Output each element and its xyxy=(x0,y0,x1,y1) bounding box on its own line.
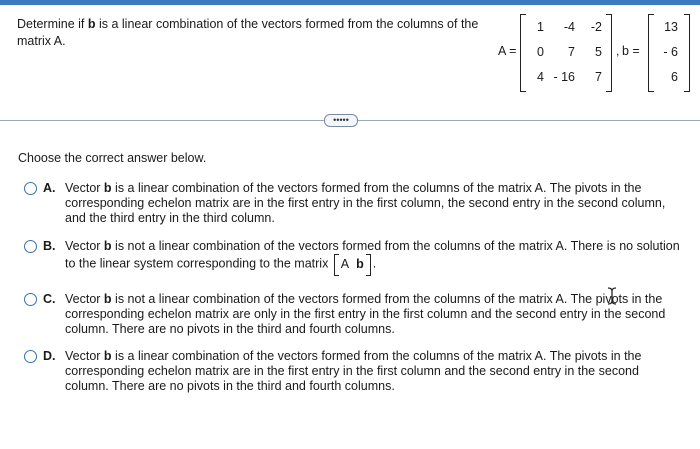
vector-b-right-bracket xyxy=(684,14,690,92)
matrix-a-cell: -4 xyxy=(563,20,575,34)
option-text-post: is not a linear combination of the vectors formed from the columns of the matrix A. There is no solution to the linear system corresponding to the matrix xyxy=(65,239,680,271)
option-text-bold: b xyxy=(103,292,112,306)
option-letter: B. xyxy=(43,239,56,253)
option-letter: A. xyxy=(43,181,56,195)
answer-prompt: Choose the correct answer below. xyxy=(18,151,207,165)
matrix-a-cell: 5 xyxy=(595,45,602,59)
vector-b-cell: 13 xyxy=(664,20,678,34)
augmented-matrix xyxy=(334,254,371,274)
vector-b-cell: 6 xyxy=(671,70,678,84)
matrix-a-cell: 1 xyxy=(537,20,544,34)
answer-option-d[interactable] xyxy=(24,349,688,397)
radio-button-b[interactable] xyxy=(24,240,37,253)
expand-more-button[interactable]: ••••• xyxy=(324,114,358,127)
matrix-a-cell: 7 xyxy=(595,70,602,84)
option-letter: C. xyxy=(43,292,56,306)
matrix-a-right-bracket xyxy=(606,14,612,92)
matrix-a-cell: - 16 xyxy=(553,70,575,84)
question-bold-b: b xyxy=(87,17,96,31)
option-text-end: . xyxy=(372,256,377,271)
option-text xyxy=(65,292,685,337)
question-part2: is a linear combination of the vectors formed from the columns of the matrix A. xyxy=(17,17,479,48)
matrix-a-cell: 0 xyxy=(537,45,544,59)
option-text-bold: b xyxy=(103,239,112,253)
vector-b-label: b = xyxy=(622,44,640,58)
option-text-pre: Vector xyxy=(65,239,104,253)
top-accent-bar xyxy=(0,0,700,5)
option-text-post: is a linear combination of the vectors formed from the columns of the matrix A. The pivots in the corresponding echelon matrix are in the first entry in the first column, the second entry in the second column, and the third entry in the third column. xyxy=(65,181,666,225)
comma: , xyxy=(616,44,620,58)
augmented-matrix-a: A xyxy=(340,257,350,271)
option-text-post: is not a linear combination of the vectors formed from the columns of the matrix A. The pivots in the corresponding echelon matrix are only in the first entry in the first column and the second entry in the second column. There are no pivots in the third and fourth columns. xyxy=(65,292,666,336)
option-text-pre: Vector xyxy=(65,292,104,306)
answer-option-a[interactable] xyxy=(24,181,688,229)
option-text xyxy=(65,349,685,394)
augmented-matrix-b: b xyxy=(356,257,364,271)
text-cursor-icon xyxy=(605,286,619,306)
matrix-a-cell: 7 xyxy=(568,45,575,59)
answer-option-c[interactable] xyxy=(24,292,688,340)
option-text xyxy=(65,239,685,274)
matrix-a-cell: 4 xyxy=(537,70,544,84)
option-text-post: is a linear combination of the vectors formed from the columns of the matrix A. The pivots in the corresponding echelon matrix are in the first entry in the first column and the second entry in the second column. There are no pivots in the third and fourth columns. xyxy=(65,349,642,393)
vector-b-cell: - 6 xyxy=(663,45,678,59)
option-text-pre: Vector xyxy=(65,181,104,195)
option-text xyxy=(65,181,685,226)
option-letter: D. xyxy=(43,349,56,363)
matrix-a-label: A = xyxy=(498,44,517,58)
answer-option-b[interactable] xyxy=(24,239,688,281)
matrix-equation xyxy=(498,14,698,92)
option-text-pre: Vector xyxy=(65,349,104,363)
radio-button-a[interactable] xyxy=(24,182,37,195)
option-text-bold: b xyxy=(103,349,112,363)
option-text-bold: b xyxy=(103,181,112,195)
matrix-a-cell: -2 xyxy=(590,20,602,34)
question-part1: Determine if xyxy=(17,17,88,31)
question-text xyxy=(17,16,497,50)
radio-button-c[interactable] xyxy=(24,293,37,306)
radio-button-d[interactable] xyxy=(24,350,37,363)
